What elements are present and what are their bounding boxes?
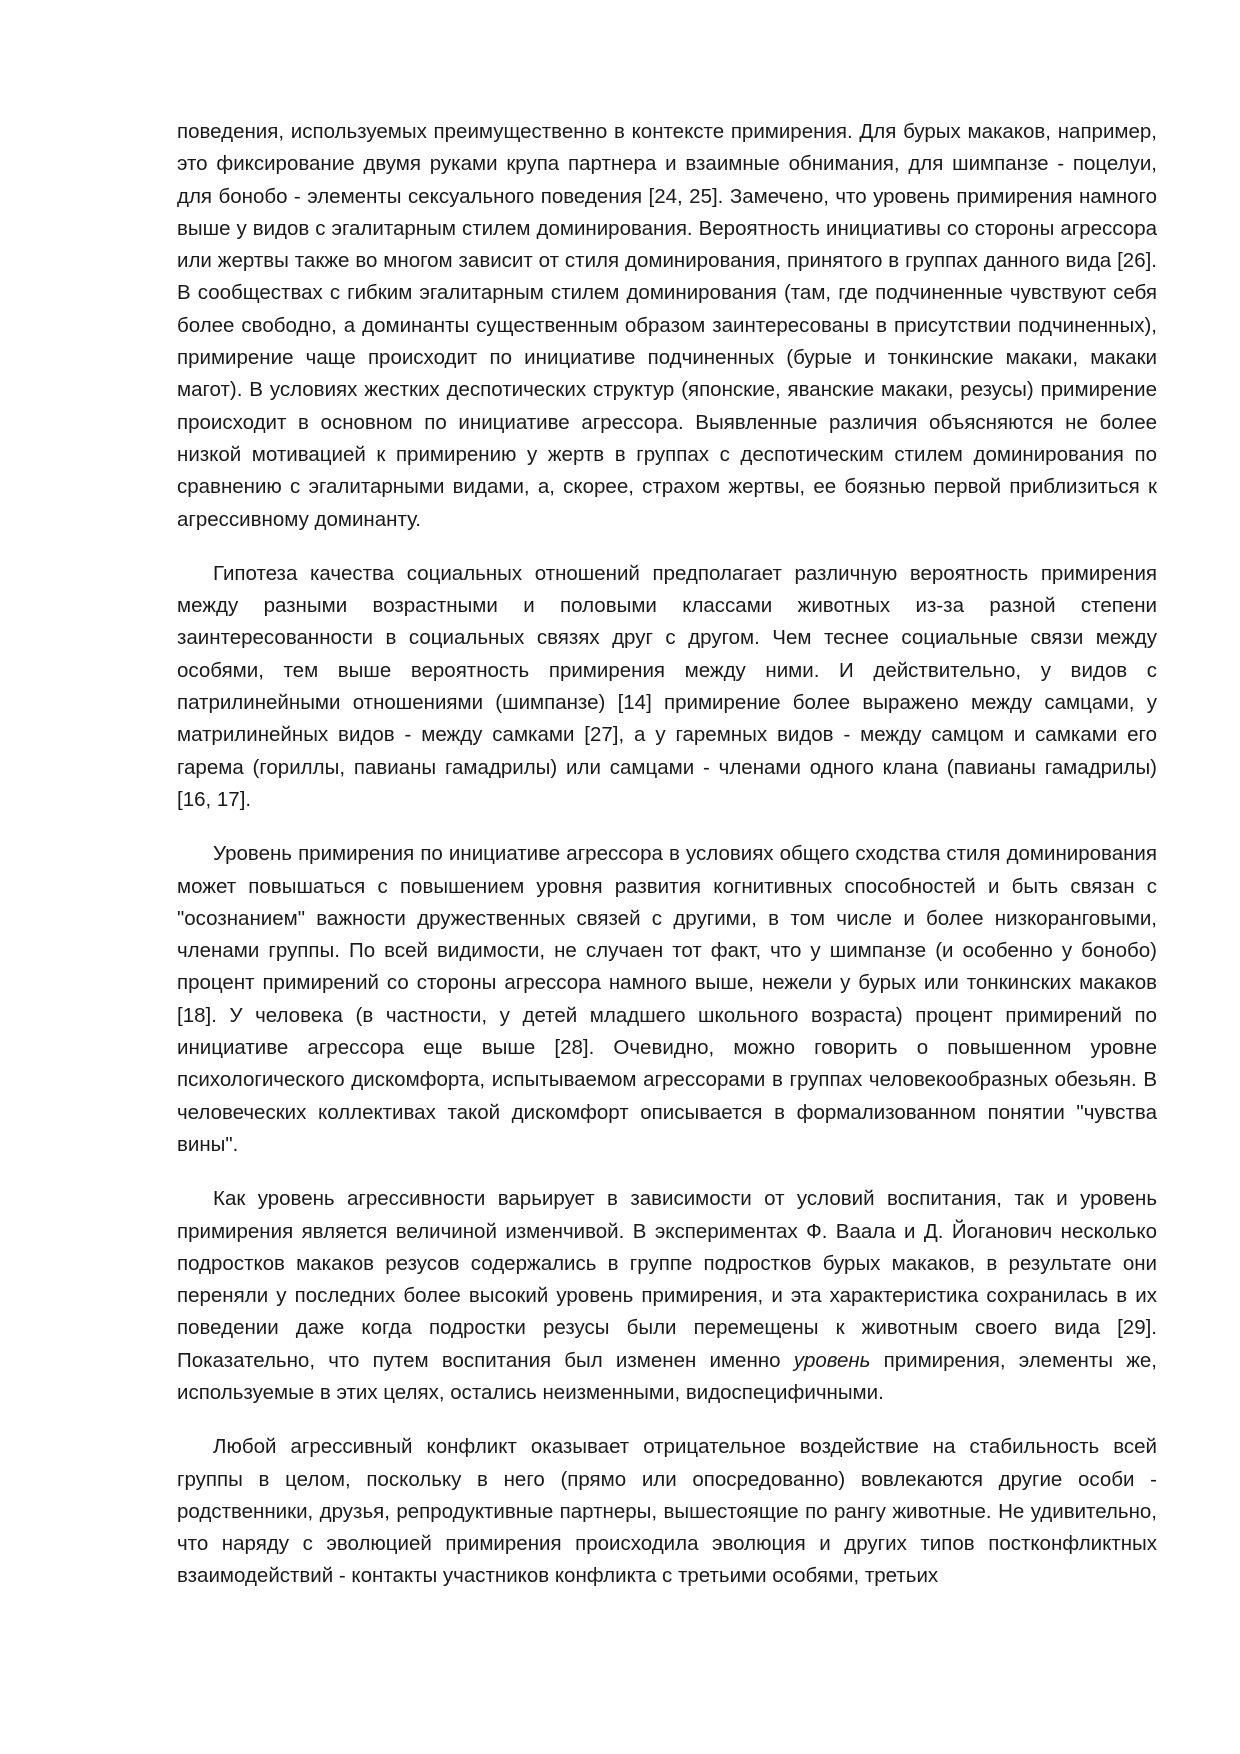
body-text <box>177 116 1157 1615</box>
paragraph-5 <box>177 1431 1157 1592</box>
paragraph-3 <box>177 838 1157 1161</box>
paragraph-4 <box>177 1183 1157 1409</box>
paragraph-text: примирения, элементы же, используемые в этих целях, остались неизменными, видоспецифичными. <box>177 1348 1158 1404</box>
paragraph-text: Любой агрессивный конфликт оказывает отрицательное воздействие на стабильность всей группы в целом, поскольку в него (прямо или опосредованно) вовлекаются другие особи - родственники, друзья, репродуктивные партнеры, вышестоящие по рангу животные. Не удивительно, что наряду с эволюцией примирения происходила эволюция и других типов постконфликтных взаимодействий - контакты участников конфликта с третьими особями, третьих <box>177 1435 1157 1588</box>
italic-emphasis: уровень <box>793 1348 871 1372</box>
paragraph-1 <box>177 116 1157 536</box>
paragraph-2 <box>177 558 1157 816</box>
paragraph-text: Уровень примирения по инициативе агрессора в условиях общего сходства стиля доминирования может повышаться с повышением уровня развития когнитивных способностей и быть связан с "осознанием" важности дружественных связей с другими, в том числе и более низкоранговыми, членами группы. По всей видимости, не случаен тот факт, что у шимпанзе (и особенно у бонобо) процент примирений со стороны агрессора намного выше, нежели у бурых или тонкинских макаков [18]. У человека (в частности, у детей младшего школьного возраста) процент примирений по инициативе агрессора еще выше [28]. Очевидно, можно говорить о повышенном уровне психологического дискомфорта, испытываемом агрессорами в группах человекообразных обезьян. В человеческих коллективах такой дискомфорт описывается в формализованном понятии "чувства вины". <box>177 842 1157 1156</box>
paragraph-text: Гипотеза качества социальных отношений предполагает различную вероятность примирения между разными возрастными и половыми классами животных из-за разной степени заинтересованности в социальных связях друг с другом. Чем теснее социальные связи между особями, тем выше вероятность примирения между ними. И действительно, у видов с патрилинейными отношениями (шимпанзе) [14] примирение более выражено между самцами, у матрилинейных видов - между самками [27], а у гаремных видов - между самцом и самками его гарема (гориллы, павианы гамадрилы) или самцами - членами одного клана (павианы гамадрилы) [16, 17]. <box>177 561 1157 811</box>
paragraph-text: Как уровень агрессивности варьирует в зависимости от условий воспитания, так и уровень примирения является величиной изменчивой. В экспериментах Ф. Ваала и Д. Йоганович несколько подростков макаков резусов содержались в группе подростков бурых макаков, в результате они переняли у последних более высокий уровень примирения, и эта характеристика сохранилась в их поведении даже когда подростки резусы были перемещены к животным своего вида [29]. Показательно, что путем воспитания был изменен именно <box>177 1187 1157 1372</box>
paragraph-text: поведения, используемых преимущественно в контексте примирения. Для бурых макаков, например, это фиксирование двумя руками крупа партнера и взаимные обнимания, для шимпанзе - поцелуи, для бонобо - элементы сексуального поведения [24, 25]. Замечено, что уровень примирения намного выше у видов с эгалитарным стилем доминирования. Вероятность инициативы со стороны агрессора или жертвы также во многом зависит от стиля доминирования, принятого в группах данного вида [26]. В сообществах с гибким эгалитарным стилем доминирования (там, где подчиненные чувствуют себя более свободно, а доминанты существенным образом заинтересованы в присутствии подчиненных), примирение чаще происходит по инициативе подчиненных (бурые и тонкинские макаки, макаки магот). В условиях жестких деспотических структур (японские, яванские макаки, резусы) примирение происходит в основном по инициативе агрессора. Выявленные различия объясняются не более низкой мотивацией к примирению у жертв в группах с деспотическим стилем доминирования по сравнению с эгалитарными видами, а, скорее, страхом жертвы, ее боязнью первой приблизиться к агрессивному доминанту. <box>177 120 1157 531</box>
